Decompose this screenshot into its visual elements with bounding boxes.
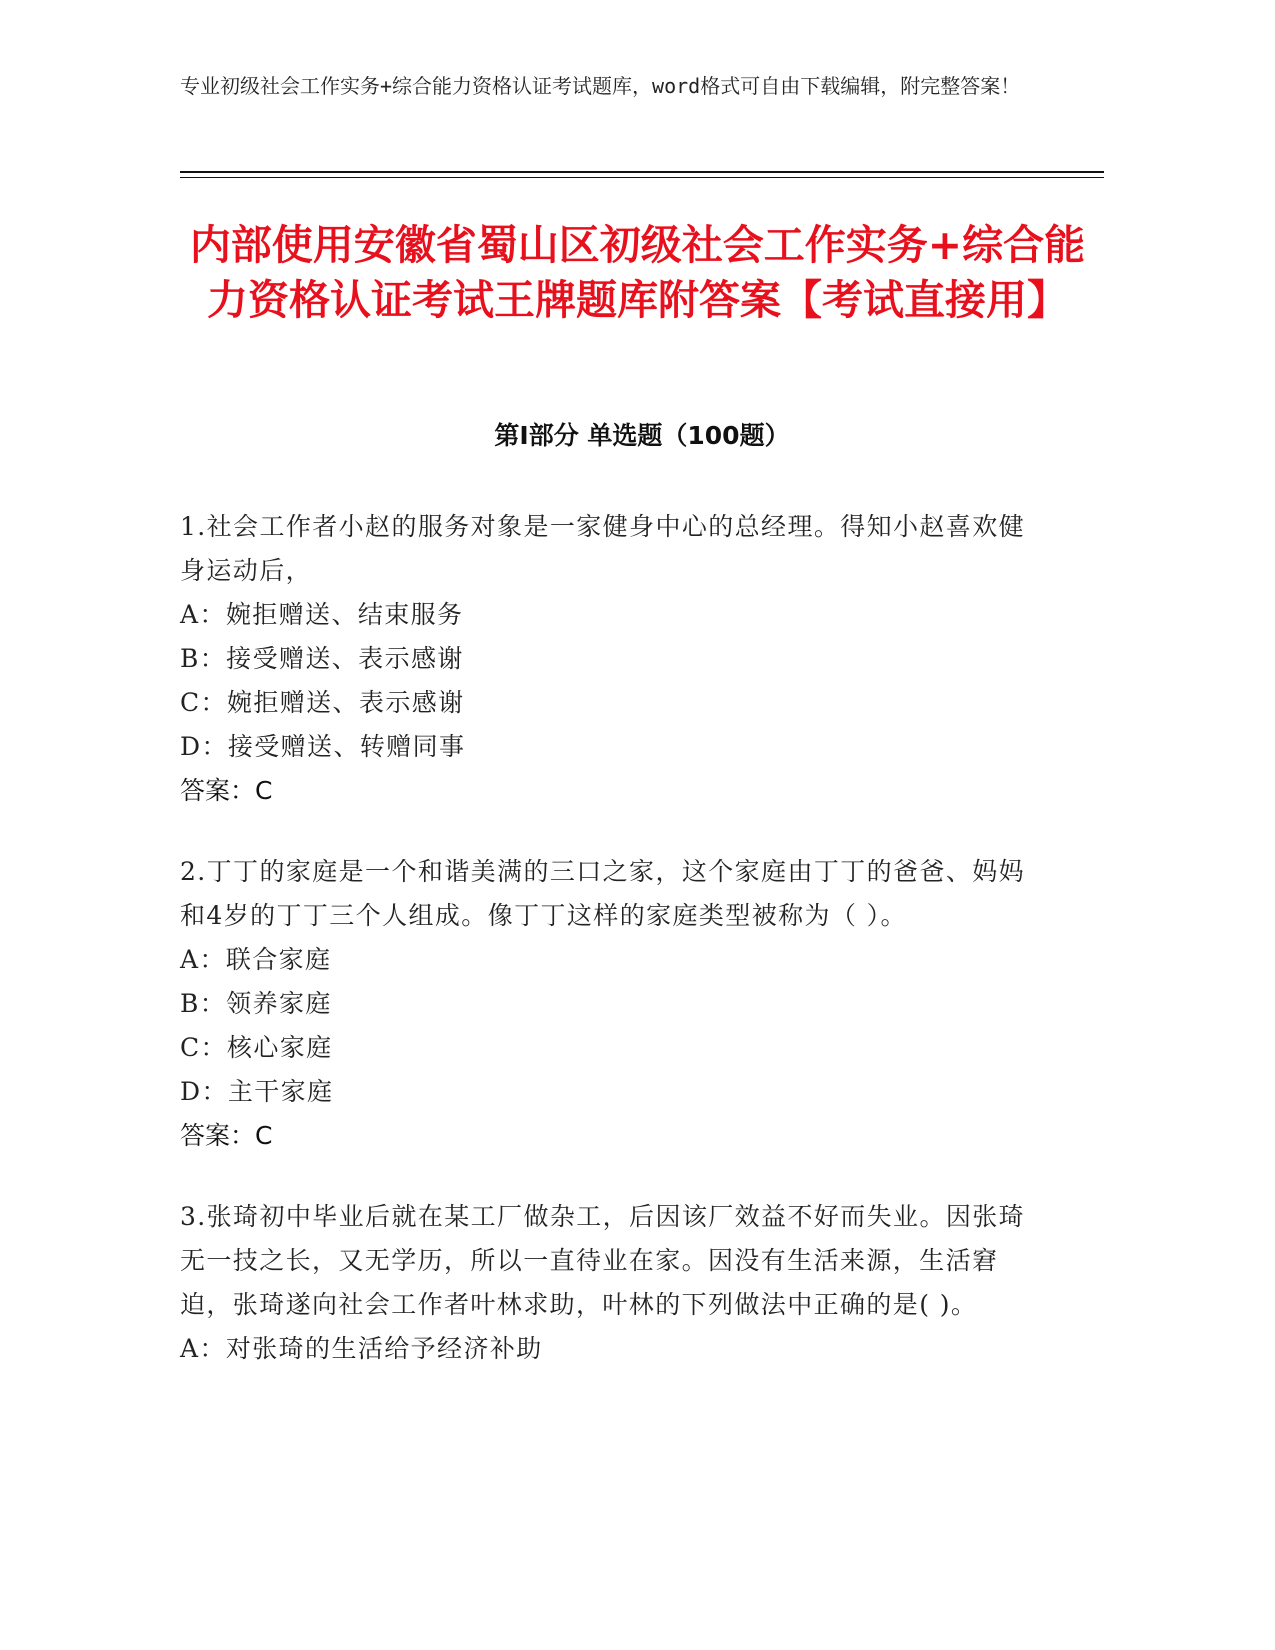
option-a: A：联合家庭 xyxy=(180,945,332,974)
header-note: 专业初级社会工作实务+综合能力资格认证考试题库，word格式可自由下载编辑，附完整答案！ xyxy=(180,74,1021,98)
header-divider-thin xyxy=(180,177,1104,178)
question-stem: 2.丁丁的家庭是一个和谐美满的三口之家，这个家庭由丁丁的爸爸、妈妈和4岁的丁丁三个人组成。像丁丁这样的家庭类型被称为（ ）。 xyxy=(180,857,1026,930)
option-d: D：主干家庭 xyxy=(180,1077,334,1106)
question-item xyxy=(180,1195,1030,1371)
option-c: C：婉拒赠送、表示感谢 xyxy=(180,688,465,717)
question-item xyxy=(180,505,1030,813)
document-title: 内部使用安徽省蜀山区初级社会工作实务+综合能力资格认证考试王牌题库附答案【考试直接用】 xyxy=(189,221,1086,324)
header-divider-thick xyxy=(180,171,1104,173)
option-b: B：接受赠送、表示感谢 xyxy=(180,644,464,673)
question-stem: 3.张琦初中毕业后就在某工厂做杂工，后因该厂效益不好而失业。因张琦无一技之长，又无学历，所以一直待业在家。因没有生活来源，生活窘迫，张琦遂向社会工作者叶林求助，叶林的下列做法中正确的是( )。 xyxy=(180,1202,1026,1319)
option-d: D：接受赠送、转赠同事 xyxy=(180,732,466,761)
option-a: A：婉拒赠送、结束服务 xyxy=(180,600,464,629)
question-item xyxy=(180,850,1030,1158)
option-c: C：核心家庭 xyxy=(180,1033,333,1062)
question-stem: 1.社会工作者小赵的服务对象是一家健身中心的总经理。得知小赵喜欢健身运动后， xyxy=(180,512,1026,585)
option-a: A：对张琦的生活给予经济补助 xyxy=(180,1334,543,1363)
question-list xyxy=(180,505,1030,1408)
answer-line: 答案：C xyxy=(180,776,273,805)
option-b: B：领养家庭 xyxy=(180,989,332,1018)
answer-line: 答案：C xyxy=(180,1121,273,1150)
section-heading: 第Ⅰ部分 单选题（100题） xyxy=(494,421,790,450)
